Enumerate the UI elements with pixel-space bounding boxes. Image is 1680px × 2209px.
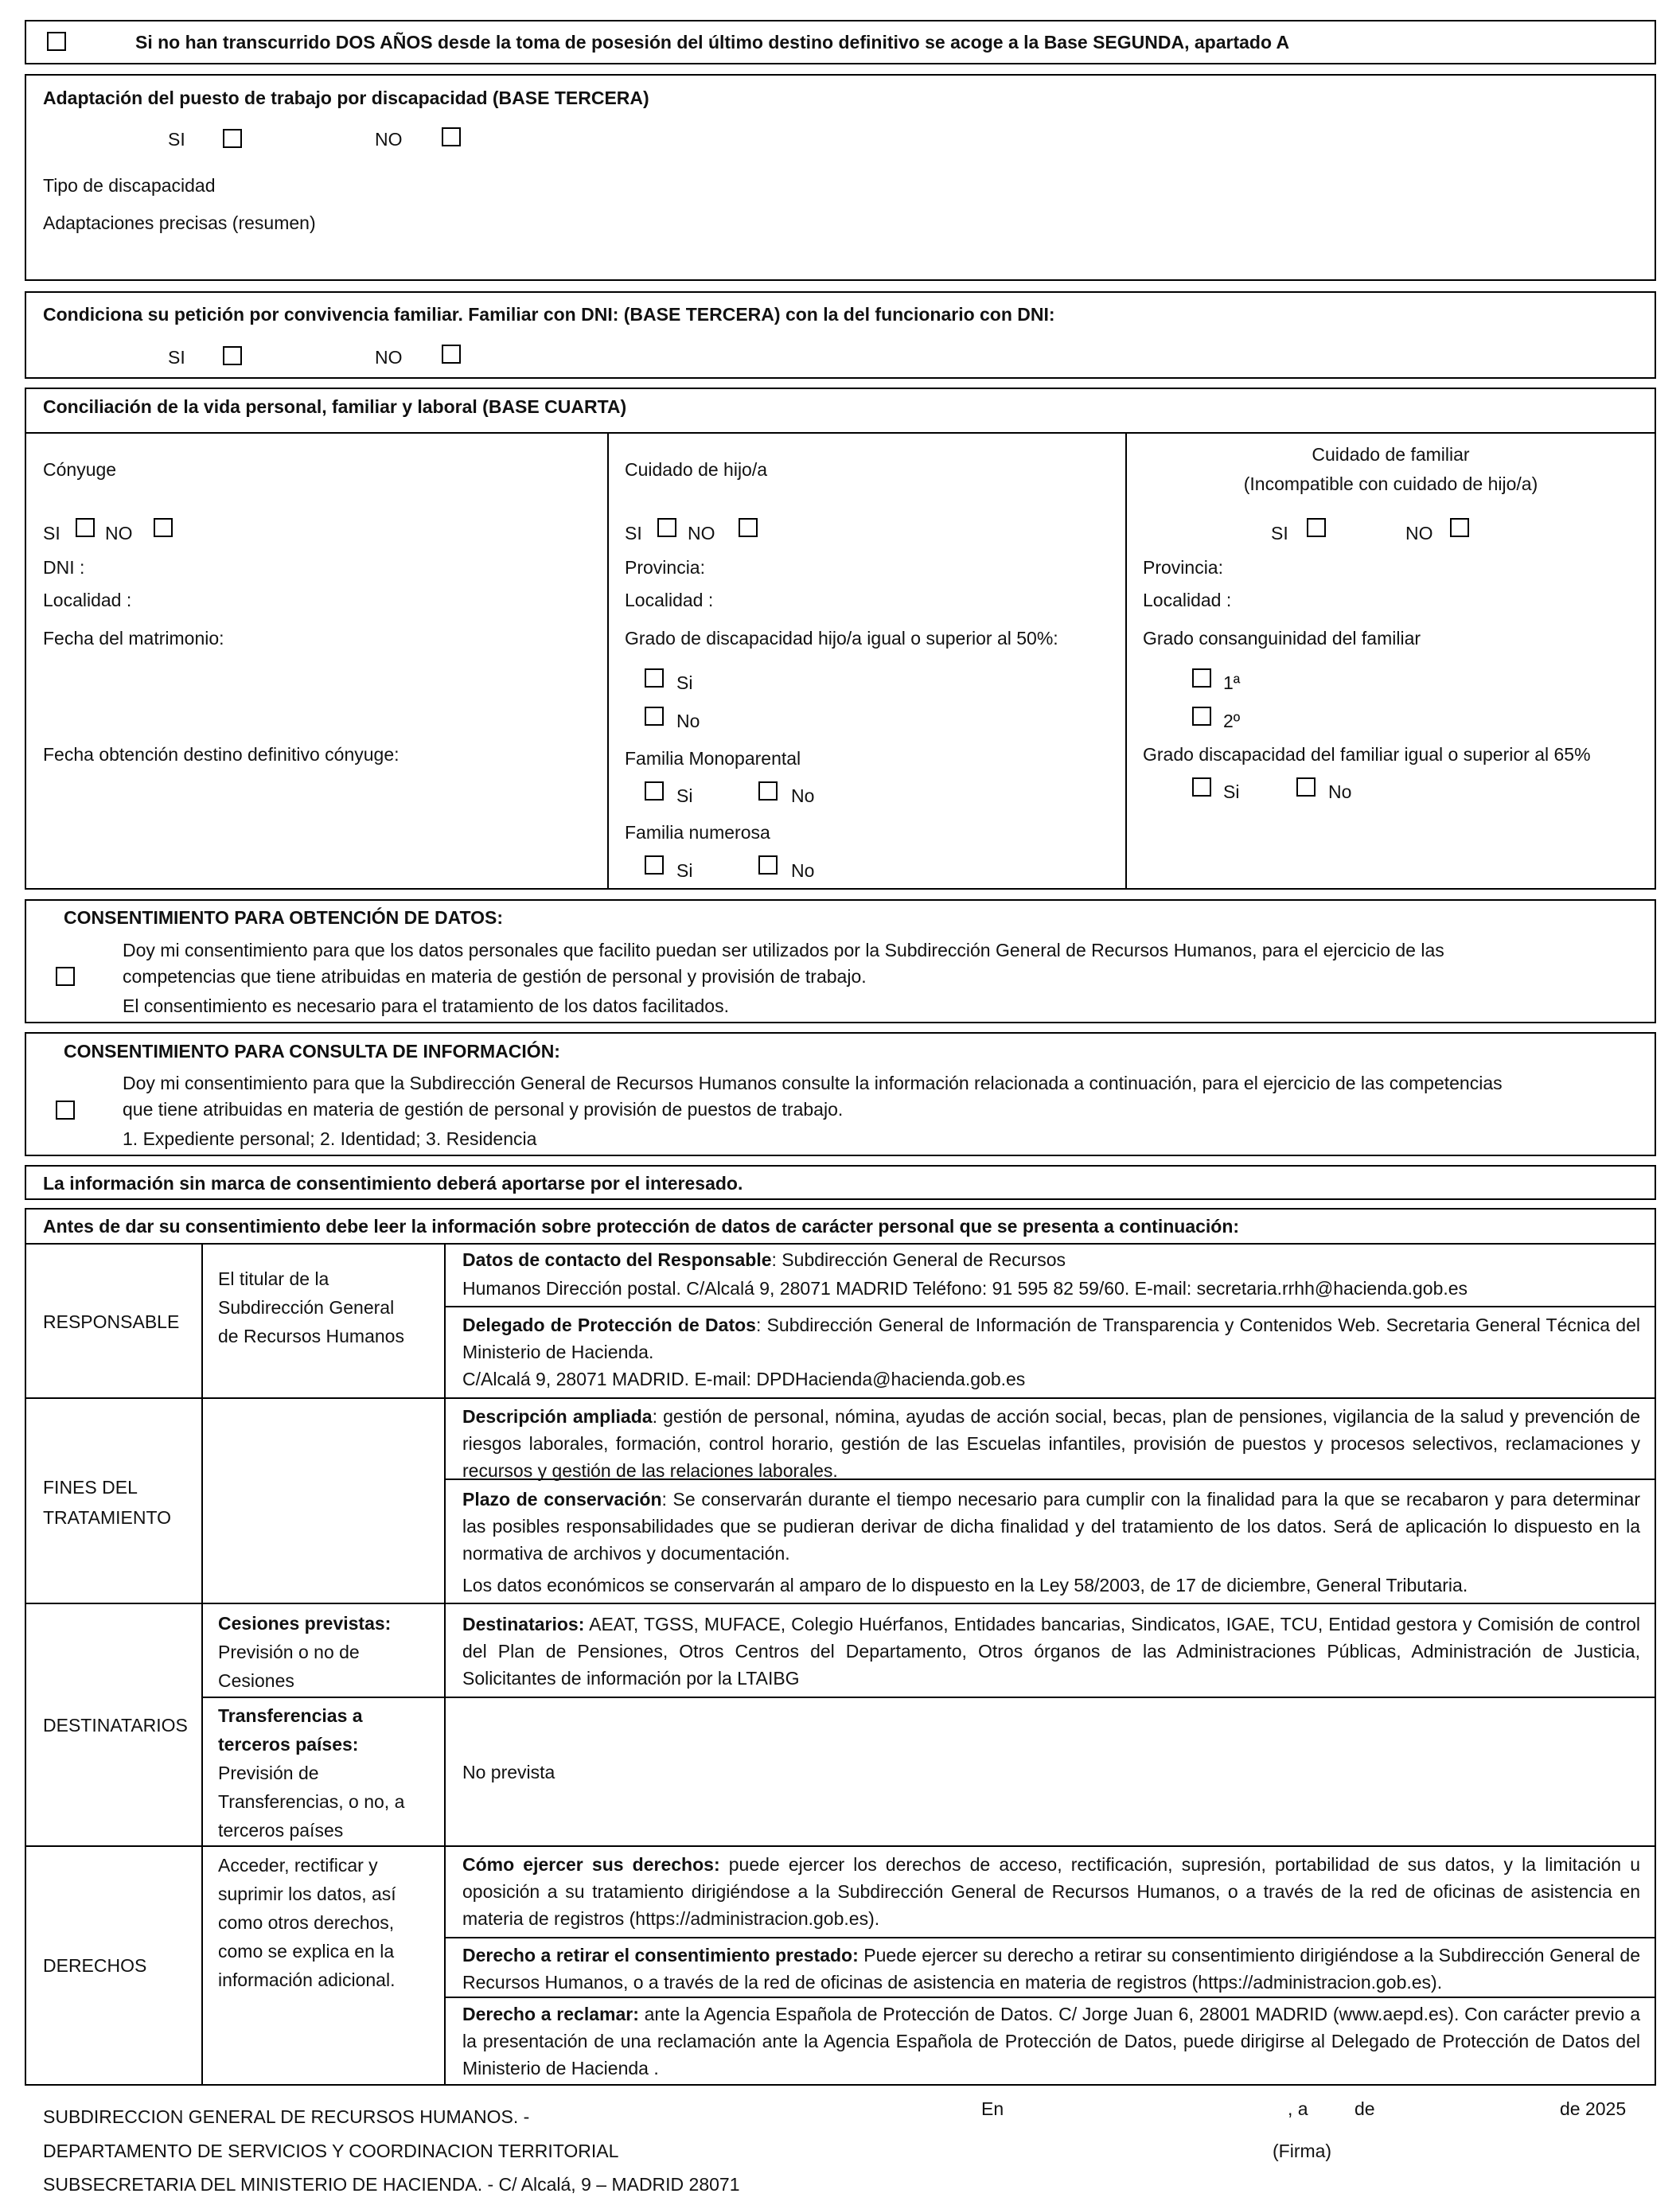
familiar-disc-si-checkbox[interactable] xyxy=(1192,777,1211,797)
signature-firma-label: (Firma) xyxy=(1273,2141,1332,2161)
familiar-subheading: (Incompatible con cuidado de hijo/a) xyxy=(1243,473,1538,494)
conciliacion-divider xyxy=(25,432,1656,434)
derecho-retirar-text: Puede ejercer su derecho a retirar su consentimiento dirigiéndose a la Subdirección General de Recursos Humanos, o a través de la red de oficinas de asistencia en materia de registros (https://administracion.gob.es). xyxy=(462,1945,1641,1993)
hijo-grado-no-label: No xyxy=(676,711,700,731)
consent-obtencion-line3: El consentimiento es necesario para el tratamiento de los datos facilitados. xyxy=(123,995,729,1016)
derechos-mid: Acceder, rectificar y suprimir los datos, así como otros derechos, como se explica en la información adicional. xyxy=(218,1855,396,1990)
grado-discapacidad-familiar-label: Grado discapacidad del familiar igual o superior al 65% xyxy=(1143,744,1591,765)
conyuge-localidad-label: Localidad : xyxy=(43,590,132,610)
conyuge-no-checkbox[interactable] xyxy=(154,518,173,537)
descripcion-text: : gestión de personal, nómina, ayudas de acción social, becas, plan de pensiones, vigilancia de la salud y prevención de riesgos laborales, formación, control horario, gestión de las Escuelas infantiles, provisión de puestos y procesos selectivos, reclamaciones y recursos y gestión de las relaciones laborales. xyxy=(462,1406,1640,1481)
signature-en-label: En xyxy=(981,2098,1004,2119)
row-divider-fines xyxy=(25,1397,1656,1399)
convivencia-no-label: NO xyxy=(375,347,403,368)
destinatarios-list xyxy=(462,1611,1640,1692)
derecho-retirar xyxy=(462,1942,1640,1996)
transferencias xyxy=(218,1701,433,1845)
consent-consulta-line3: 1. Expediente personal; 2. Identidad; 3. Residencia xyxy=(123,1128,537,1149)
monoparental-no-checkbox[interactable] xyxy=(758,781,778,801)
adaptacion-title: Adaptación del puesto de trabajo por discapacidad (BASE TERCERA) xyxy=(43,88,649,108)
consent-consulta-title: CONSENTIMIENTO PARA CONSULTA DE INFORMACIÓN: xyxy=(64,1041,560,1062)
plazo-conservacion xyxy=(462,1486,1640,1567)
fines-label-1: FINES DEL xyxy=(43,1477,138,1498)
destinatarios-heading: Destinatarios: xyxy=(462,1614,585,1634)
conciliacion-title: Conciliación de la vida personal, familiar y laboral (BASE CUARTA) xyxy=(43,396,627,417)
signature-a-label: , a xyxy=(1288,2098,1308,2119)
hijo-grado-si-label: Si xyxy=(676,672,693,693)
transferencias-heading: Transferencias a terceros países: xyxy=(218,1705,363,1755)
familiar-si-label: SI xyxy=(1271,523,1288,543)
signature-de-label: de xyxy=(1355,2098,1375,2119)
consent-obtencion-checkbox[interactable] xyxy=(56,967,75,986)
familiar-provincia-label: Provincia: xyxy=(1143,557,1223,578)
destinatarios-label: DESTINATARIOS xyxy=(43,1715,188,1736)
proteccion-header: Antes de dar su consentimiento debe leer la información sobre protección de datos de carácter personal que se presenta a continuación: xyxy=(43,1216,1240,1237)
adaptacion-no-checkbox[interactable] xyxy=(442,127,461,146)
transferencias-text: Previsión de Transferencias, o no, a terceros países xyxy=(218,1763,405,1841)
derecho-retirar-heading: Derecho a retirar el consentimiento prestado: xyxy=(462,1945,859,1966)
footer-line-3: SUBSECRETARIA DEL MINISTERIO DE HACIENDA. - C/ Alcalá, 9 – MADRID 28071 xyxy=(43,2174,740,2195)
conyuge-dni-label: DNI : xyxy=(43,557,85,578)
grado-2-checkbox[interactable] xyxy=(1192,707,1211,726)
familiar-si-checkbox[interactable] xyxy=(1307,518,1326,537)
familiar-heading: Cuidado de familiar xyxy=(1312,444,1470,465)
proteccion-header-divider xyxy=(25,1243,1656,1245)
row-divider-destinatarios xyxy=(25,1603,1656,1604)
numerosa-label: Familia numerosa xyxy=(625,822,770,843)
base-segunda-label: Si no han transcurrido DOS AÑOS desde la toma de posesión del último destino definitivo se acoge a la Base SEGUNDA, apartado A xyxy=(135,32,1290,53)
adaptacion-no-label: NO xyxy=(375,129,403,150)
grado-consanguinidad-label: Grado consanguinidad del familiar xyxy=(1143,628,1421,649)
proteccion-col-divider-2 xyxy=(444,1243,446,2086)
numerosa-si-label: Si xyxy=(676,860,693,881)
como-ejercer-derechos xyxy=(462,1851,1640,1932)
numerosa-no-label: No xyxy=(791,860,815,881)
hijo-grado-no-checkbox[interactable] xyxy=(645,707,664,726)
monoparental-no-label: No xyxy=(791,785,815,806)
delegado-text: : Subdirección General de Información de Transparencia y Contenidos Web. Secretaria General Técnica del Ministerio de Hacienda. xyxy=(462,1315,1640,1362)
convivencia-title: Condiciona su petición por convivencia familiar. Familiar con DNI: (BASE TERCERA) con la del funcionario con DNI: xyxy=(43,304,1055,325)
convivencia-no-checkbox[interactable] xyxy=(442,345,461,364)
grado-2-label: 2º xyxy=(1223,711,1241,731)
responsable-contact-heading: Datos de contacto del Responsable xyxy=(462,1249,772,1270)
conciliacion-col-divider-1 xyxy=(607,432,609,890)
row-divider-derechos xyxy=(25,1845,1656,1847)
plazo-heading: Plazo de conservación xyxy=(462,1489,662,1510)
responsable-contact-text: : Subdirección General de Recursos xyxy=(771,1249,1066,1270)
responsable-inner-divider xyxy=(444,1306,1656,1307)
fines-label-2: TRATAMIENTO xyxy=(43,1507,171,1528)
cesiones-text: Previsión o no de Cesiones xyxy=(218,1642,360,1691)
delegado-heading: Delegado de Protección de Datos xyxy=(462,1315,756,1335)
delegado-proteccion xyxy=(462,1311,1640,1366)
hijo-si-checkbox[interactable] xyxy=(657,518,676,537)
hijo-provincia-label: Provincia: xyxy=(625,557,705,578)
fecha-destino-conyuge-label: Fecha obtención destino definitivo cónyuge: xyxy=(43,744,400,765)
signature-year: de 2025 xyxy=(1560,2098,1627,2119)
footer-line-2: DEPARTAMENTO DE SERVICIOS Y COORDINACION TERRITORIAL xyxy=(43,2141,619,2161)
adaptacion-si-label: SI xyxy=(168,129,185,150)
familiar-disc-no-checkbox[interactable] xyxy=(1296,777,1316,797)
destinatarios-inner-divider xyxy=(201,1697,1656,1698)
cesiones-heading: Cesiones previstas: xyxy=(218,1613,392,1634)
adaptaciones-label: Adaptaciones precisas (resumen) xyxy=(43,212,316,233)
conciliacion-col-divider-2 xyxy=(1125,432,1127,890)
plazo-text: : Se conservarán durante el tiempo necesario para cumplir con la finalidad para la que se recabaron y para determinar las posibles responsabilidades que se pudieran derivar de dicha finalidad y del tratamiento de los datos. Será de aplicación lo dispuesto en la normativa de archivos y documentación. xyxy=(462,1489,1641,1564)
familiar-no-checkbox[interactable] xyxy=(1450,518,1469,537)
derechos-inner-divider-1 xyxy=(444,1937,1656,1938)
conyuge-si-label: SI xyxy=(43,523,60,543)
tipo-discapacidad-label: Tipo de discapacidad xyxy=(43,175,216,196)
convivencia-si-checkbox[interactable] xyxy=(223,346,242,365)
consent-consulta-line1: Doy mi consentimiento para que la Subdirección General de Recursos Humanos consulte la información relacionada a continuación, para el ejercicio de las competencias xyxy=(123,1073,1503,1093)
convivencia-si-label: SI xyxy=(168,347,185,368)
hijo-heading: Cuidado de hijo/a xyxy=(625,459,768,480)
como-ejercer-text: puede ejercer los derechos de acceso, rectificación, supresión, portabilidad de sus datos, y la limitación u oposición a su tratamiento dirigiéndose a la Subdirección General de Recursos Humanos, o a través de la red de oficinas de asistencia en materia de registros (https://administracion.gob.es). xyxy=(462,1854,1640,1929)
hijo-si-label: SI xyxy=(625,523,642,543)
responsable-label: RESPONSABLE xyxy=(43,1311,180,1332)
grado-1-checkbox[interactable] xyxy=(1192,668,1211,688)
hijo-no-checkbox[interactable] xyxy=(739,518,758,537)
responsable-mid: El titular de la Subdirección General de Recursos Humanos xyxy=(218,1268,404,1346)
familiar-no-label: NO xyxy=(1405,523,1433,543)
familiar-localidad-label: Localidad : xyxy=(1143,590,1232,610)
hijo-grado-si-checkbox[interactable] xyxy=(645,668,664,688)
cesiones-previstas xyxy=(218,1609,433,1695)
monoparental-si-checkbox[interactable] xyxy=(645,781,664,801)
adaptacion-si-checkbox[interactable] xyxy=(223,129,242,148)
responsable-contact xyxy=(462,1249,1066,1272)
base-segunda-checkbox[interactable] xyxy=(47,32,66,51)
consent-consulta-checkbox[interactable] xyxy=(56,1101,75,1120)
grado-1-label: 1ª xyxy=(1223,672,1241,693)
numerosa-no-checkbox[interactable] xyxy=(758,855,778,875)
derecho-reclamar xyxy=(462,2001,1640,2082)
conyuge-heading: Cónyuge xyxy=(43,459,117,480)
familiar-disc-si-label: Si xyxy=(1223,781,1240,802)
hijo-localidad-label: Localidad : xyxy=(625,590,714,610)
monoparental-label: Familia Monoparental xyxy=(625,748,801,769)
derechos-inner-divider-2 xyxy=(444,1997,1656,1998)
numerosa-si-checkbox[interactable] xyxy=(645,855,664,875)
hijo-no-label: NO xyxy=(688,523,715,543)
monoparental-si-label: Si xyxy=(676,785,693,806)
proteccion-col-divider-1 xyxy=(201,1243,203,2086)
nota-text: La información sin marca de consentimiento deberá aportarse por el interesado. xyxy=(43,1173,743,1194)
como-ejercer-heading: Cómo ejercer sus derechos: xyxy=(462,1854,720,1875)
derecho-reclamar-text: ante la Agencia Española de Protección de Datos. C/ Jorge Juan 6, 28001 MADRID (www.aepd.es). Con carácter previo a la presentación de una reclamación ante la Agencia Española de Protección de Datos, puede dirigirse al Delegado de Protección de Datos del Ministerio de Hacienda . xyxy=(462,2004,1640,2078)
destinatarios-text: AEAT, TGSS, MUFACE, Colegio Huérfanos, Entidades bancarias, Sindicatos, IGAE, TCU, Entidad gestora y Comisión de control del Plan de Pensiones, Otros Centros del Departamento, Otros órganos de las Administraciones Públicas, Administración de Justicia, Solicitantes de información por la LTAIBG xyxy=(462,1614,1640,1689)
hijo-grado-label: Grado de discapacidad hijo/a igual o superior al 50%: xyxy=(625,628,1058,649)
consent-obtencion-line1: Doy mi consentimiento para que los datos personales que facilito puedan ser utilizados por la Subdirección General de Recursos Humanos, para el ejercicio de las xyxy=(123,940,1444,960)
consent-obtencion-title: CONSENTIMIENTO PARA OBTENCIÓN DE DATOS: xyxy=(64,907,504,928)
responsable-contact-line2: Humanos Dirección postal. C/Alcalá 9, 28071 MADRID Teléfono: 91 595 82 59/60. E-mail: secretaria.rrhh@hacienda.gob.es xyxy=(462,1278,1468,1299)
plazo-ley: Los datos económicos se conservarán al amparo de lo dispuesto en la Ley 58/2003, de 17 de diciembre, General Tributaria. xyxy=(462,1575,1468,1595)
derechos-label: DERECHOS xyxy=(43,1955,147,1976)
footer-line-1: SUBDIRECCION GENERAL DE RECURSOS HUMANOS. - xyxy=(43,2106,530,2127)
consent-obtencion-line2: competencias que tiene atribuidas en materia de gestión de personal y provisión de trabajo. xyxy=(123,966,867,987)
descripcion-heading: Descripción ampliada xyxy=(462,1406,653,1427)
transferencias-value: No prevista xyxy=(462,1762,555,1782)
consent-consulta-line2: que tiene atribuidas en materia de gestión de personal y provisión de puestos de trabajo. xyxy=(123,1099,844,1120)
conyuge-si-checkbox[interactable] xyxy=(76,518,95,537)
familiar-disc-no-label: No xyxy=(1328,781,1352,802)
conyuge-no-label: NO xyxy=(105,523,133,543)
delegado-address: C/Alcalá 9, 28071 MADRID. E-mail: DPDHacienda@hacienda.gob.es xyxy=(462,1369,1026,1389)
derecho-reclamar-heading: Derecho a reclamar: xyxy=(462,2004,639,2024)
fecha-matrimonio-label: Fecha del matrimonio: xyxy=(43,628,224,649)
descripcion-ampliada xyxy=(462,1403,1640,1484)
